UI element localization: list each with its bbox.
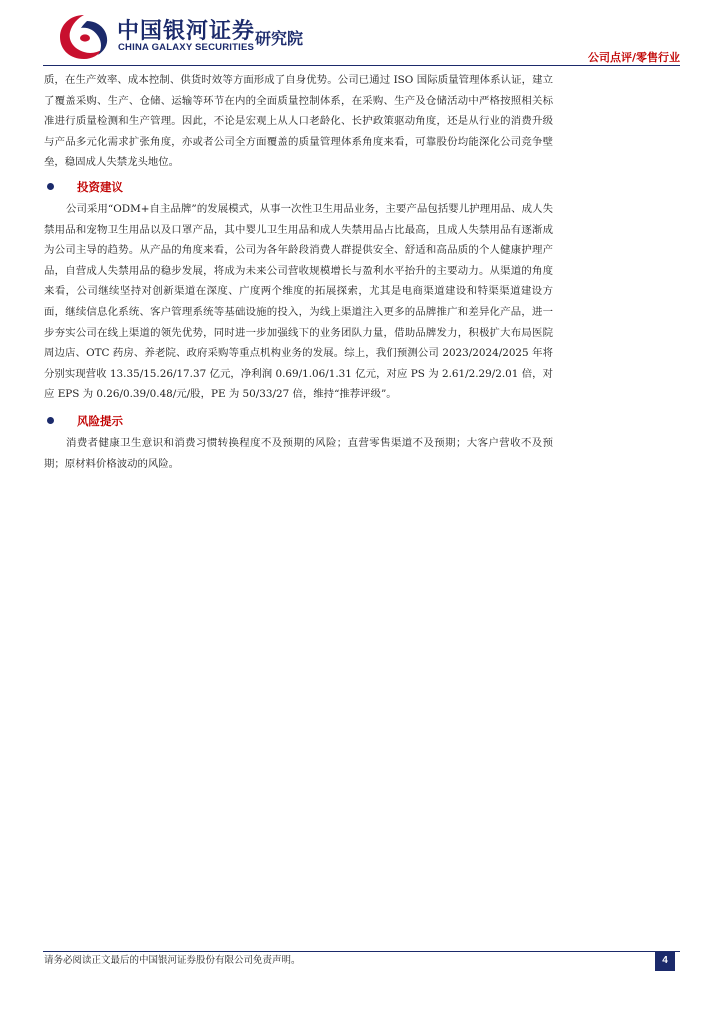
section-heading-risk (44, 411, 553, 433)
report-body (44, 70, 553, 474)
company-name-en: CHINA GALAXY SECURITIES (118, 42, 255, 53)
section-title: 风险提示 (77, 413, 123, 428)
page-number: 4 (655, 951, 675, 971)
header-divider (43, 65, 680, 66)
intro-paragraph: 质，在生产效率、成本控制、供货时效等方面形成了自身优势。公司已通过 ISO 国际质量管理体系认证，建立了覆盖采购、生产、仓储、运输等环节在内的全面质量控制体系，在采购、生产及仓储活动中严格按照相关标准进行质量检测和生产管理。因此，不论是宏观上从人口老龄化、长护政策驱动角度，还是从行业的消费升级与产品多元化需求扩张角度，亦或者公司全方面覆盖的质量管理体系角度来看，可靠股份均能深化公司竞争壁垒，稳固成人失禁龙头地位。 (44, 74, 553, 169)
footer-divider (43, 951, 680, 952)
footer-disclaimer: 请务必阅读正文最后的中国银河证券股份有限公司免责声明。 (44, 955, 301, 966)
investment-paragraph: 公司采用“ODM+自主品牌”的发展模式，从事一次性卫生用品业务，主要产品包括婴儿护理用品、成人失禁用品和宠物卫生用品以及口罩产品，其中婴儿卫生用品和成人失禁用品占比最高，且成人失禁用品有逐渐成为公司主导的趋势。从产品的角度来看，公司为各年龄段消费人群提供安全、舒适和高品质的个人健康护理产品，自营成人失禁用品的稳步发展，将成为未来公司营收规模增长与盈利水平抬升的主要动力。从渠道的角度来看，公司继续坚持对创新渠道在深度、广度两个维度的拓展探索，尤其是电商渠道建设和特渠渠道建设方面，继续信息化系统、客户管理系统等基础设施的投入，为线上渠道注入更多的品牌推广和差异化产品，进一步夯实公司在线上渠道的领先优势，同时进一步加强线下的业务团队力量，借助品牌发力，积极扩大布局医院周边店、OTC 药房、养老院、政府采购等重点机构业务的发展。综上，我们预测公司 2023/2024/2025 年将分别实现营收 13.35/15.26/17.37 亿元，净利润 0.69/1.06/1.31 亿元，对应 PS 为 2.61/2.29/2.01 倍，对应 EPS 为 0.26/0.39/0.48/元/股，PE 为 50/33/27 倍，维持“推荐评级”。 (44, 202, 553, 401)
report-type-label: 公司点评/零售行业 (587, 51, 680, 64)
institute-label: 研究院 (255, 29, 304, 48)
company-name-cn: 中国银河证券 (117, 19, 256, 44)
page-header (0, 0, 724, 66)
bullet-icon (47, 417, 54, 424)
section-title: 投资建议 (77, 179, 123, 194)
galaxy-logo-icon (57, 12, 111, 62)
risk-paragraph: 消费者健康卫生意识和消费习惯转换程度不及预期的风险；直营零售渠道不及预期；大客户营收不及预期；原材料价格波动的风险。 (44, 436, 553, 470)
bullet-icon (47, 183, 54, 190)
section-heading-investment (44, 177, 553, 199)
